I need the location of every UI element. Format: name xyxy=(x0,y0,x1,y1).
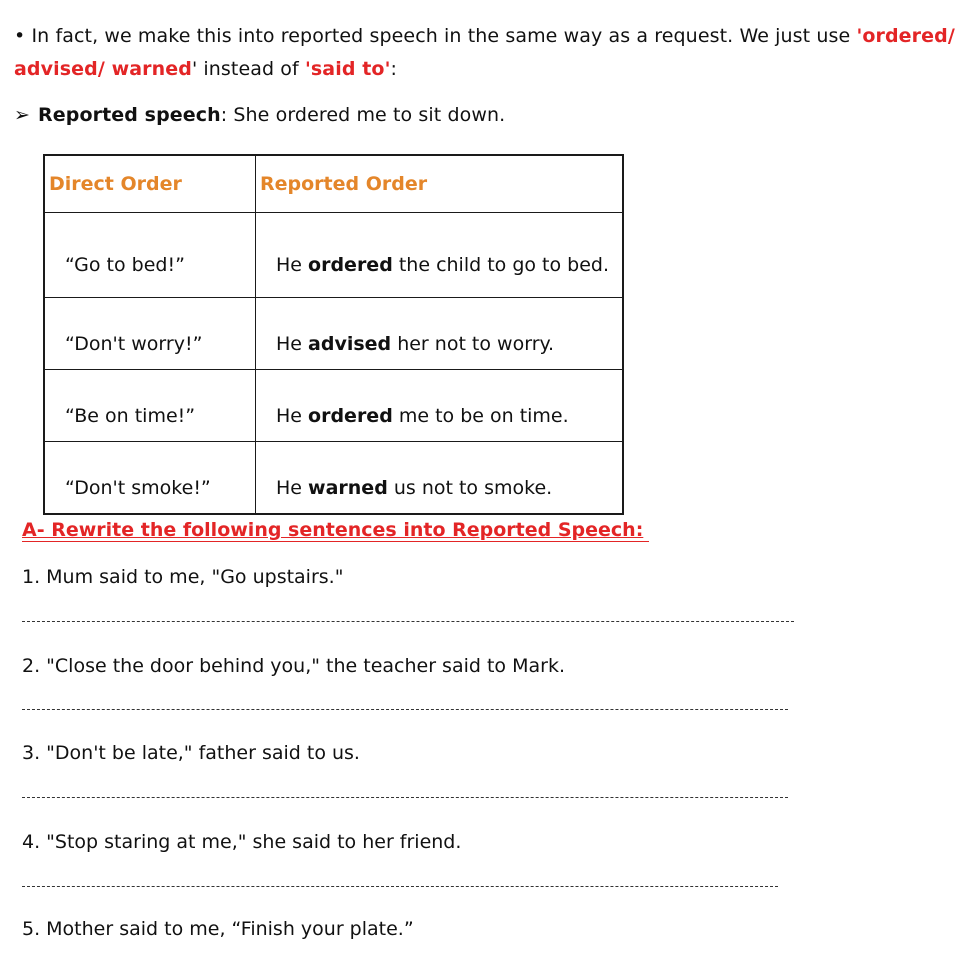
table-header-row xyxy=(44,155,623,213)
exercise-heading: A- Rewrite the following sentences into Reported Speech: xyxy=(22,519,649,542)
reported-pre: He xyxy=(276,404,309,427)
reporting-verb: ordered xyxy=(308,404,393,427)
reported-post: her not to worry. xyxy=(391,332,555,355)
reported-order-cell xyxy=(256,213,624,298)
question-2: 2. "Close the door behind you," the teacher said to Mark. xyxy=(22,655,565,677)
table-row xyxy=(44,370,623,442)
reported-post: the child to go to bed. xyxy=(392,254,610,276)
intro-highlight-ordered: 'ordered/ xyxy=(856,25,955,47)
table-row xyxy=(44,213,623,298)
intro-highlight-said-to: 'said to' xyxy=(304,58,391,80)
direct-order-cell: “Don't worry!” xyxy=(44,298,256,370)
table-row xyxy=(44,442,623,515)
reported-speech-text: : She ordered me to sit down. xyxy=(220,104,506,126)
intro-line-2 xyxy=(14,58,397,80)
answer-line-3[interactable] xyxy=(22,797,788,798)
direct-order-cell: “Go to bed!” xyxy=(44,213,256,298)
intro-line-1 xyxy=(14,25,955,47)
question-3: 3. "Don't be late," father said to us. xyxy=(22,742,360,764)
question-5: 5. Mother said to me, “Finish your plate.” xyxy=(22,918,414,940)
reported-speech-example xyxy=(14,104,505,126)
table-row xyxy=(44,298,623,370)
intro-text-3: : xyxy=(390,58,398,80)
direct-order-cell: “Don't smoke!” xyxy=(44,442,256,515)
question-4: 4. "Stop staring at me," she said to her friend. xyxy=(22,831,462,853)
arrow-bullet-icon: ➢ xyxy=(14,104,31,126)
intro-highlight-advised-warned: advised/ warned xyxy=(14,58,192,80)
reported-pre: He xyxy=(276,476,309,499)
reported-post: us not to smoke. xyxy=(387,476,553,499)
reported-pre: He xyxy=(276,332,309,355)
header-reported-order: Reported Order xyxy=(256,155,624,213)
answer-line-1[interactable] xyxy=(22,621,794,622)
answer-line-2[interactable] xyxy=(22,709,788,710)
reported-pre: He xyxy=(276,254,309,276)
reporting-verb: warned xyxy=(308,476,388,499)
answer-line-4[interactable] xyxy=(22,886,778,887)
reporting-verb: advised xyxy=(308,332,392,355)
direct-order-cell: “Be on time!” xyxy=(44,370,256,442)
orders-table xyxy=(43,154,624,515)
reported-order-cell xyxy=(256,442,624,515)
reporting-verb: ordered xyxy=(308,254,393,276)
question-1: 1. Mum said to me, "Go upstairs." xyxy=(22,566,344,588)
bullet-icon: • xyxy=(14,25,26,47)
reported-order-cell xyxy=(256,370,624,442)
intro-text-1: In fact, we make this into reported speech in the same way as a request. We just use xyxy=(31,25,857,47)
reported-post: me to be on time. xyxy=(392,404,569,427)
header-direct-order: Direct Order xyxy=(44,155,256,213)
intro-text-2: ' instead of xyxy=(191,58,305,80)
reported-speech-label: Reported speech xyxy=(38,104,221,126)
reported-order-cell xyxy=(256,298,624,370)
